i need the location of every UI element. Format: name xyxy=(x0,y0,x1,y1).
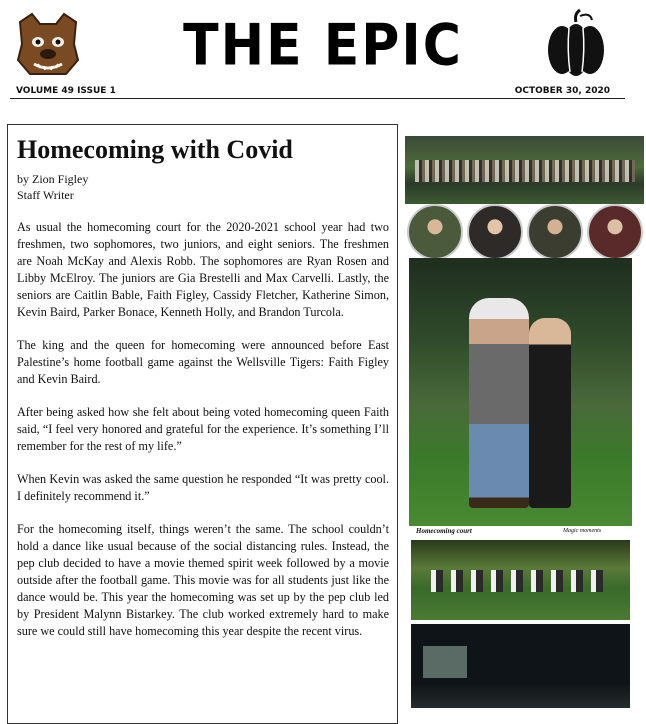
volume-issue: VOLUME 49 ISSUE 1 xyxy=(16,86,116,96)
court-pair-photo-2 xyxy=(467,204,523,260)
audience-area xyxy=(411,684,630,708)
article-box xyxy=(7,124,398,724)
king-queen-photo xyxy=(409,258,632,526)
article-byline: by Zion Figley xyxy=(17,172,89,186)
article-role: Staff Writer xyxy=(17,188,74,202)
article-paragraph: When Kevin was asked the same question he responded “It was pretty cool. I definitely recommend it.” xyxy=(17,472,389,503)
issue-date: OCTOBER 30, 2020 xyxy=(514,86,610,96)
king-figure xyxy=(469,298,529,508)
court-pair-photo-1 xyxy=(407,204,463,260)
players-figures xyxy=(431,570,611,592)
masthead xyxy=(0,0,646,100)
court-pair-photo-4 xyxy=(587,204,643,260)
article-headline: Homecoming with Covid xyxy=(17,135,293,164)
pumpkin-logo-icon xyxy=(540,8,612,80)
article-paragraph: The king and the queen for homecoming were announced before East Palestine’s home football game against the Wellsville Tigers: Faith Figley and Kevin Baird. xyxy=(17,338,389,386)
newspaper-title: THE EPIC xyxy=(183,12,463,79)
movie-screen xyxy=(423,646,467,678)
outdoor-movie-photo xyxy=(411,624,630,708)
article-paragraph: After being asked how she felt about being voted homecoming queen Faith said, “I feel very honored and grateful for the experience. It’s something I’ll remember for the rest of my life.” xyxy=(17,405,389,453)
article-paragraph: As usual the homecoming court for the 2020-2021 school year had two freshmen, two sophomores, two juniors, and eight seniors. The freshmen are Noah McKay and Alexis Robb. The sophomores are Ryan Rosen and Libby McElroy. The juniors are Gia Brestelli and Max Carvelli. Lastly, the seniors are Caitlin Bable, Faith Figley, Cassidy Fletcher, Katherine Simon, Kevin Baird, Parker Bonace, Kenneth Holly, and Brandon Turcola. xyxy=(17,220,389,319)
football-game-photo xyxy=(411,540,630,620)
homecoming-court-group-photo xyxy=(405,136,644,204)
article-paragraph: For the homecoming itself, things weren’t the same. The school couldn’t hold a dance like usual because of the social distancing rules. Instead, the pep club decided to have a movie themed spirit week followed by a movie outside after the football game. This movie was for all students just like the dance would be. This year the homecoming was set up by the pep club led by President Malynn Bistarkey. The club worked extremely hard to make sure we could still have homecoming this year despite the recent virus. xyxy=(17,522,389,638)
caption-moments: Magic moments xyxy=(563,528,602,534)
court-pair-photo-3 xyxy=(527,204,583,260)
queen-figure xyxy=(529,318,571,508)
masthead-divider xyxy=(10,98,625,99)
crowd-figures xyxy=(415,160,635,182)
caption-court: Homecoming court xyxy=(416,527,472,535)
